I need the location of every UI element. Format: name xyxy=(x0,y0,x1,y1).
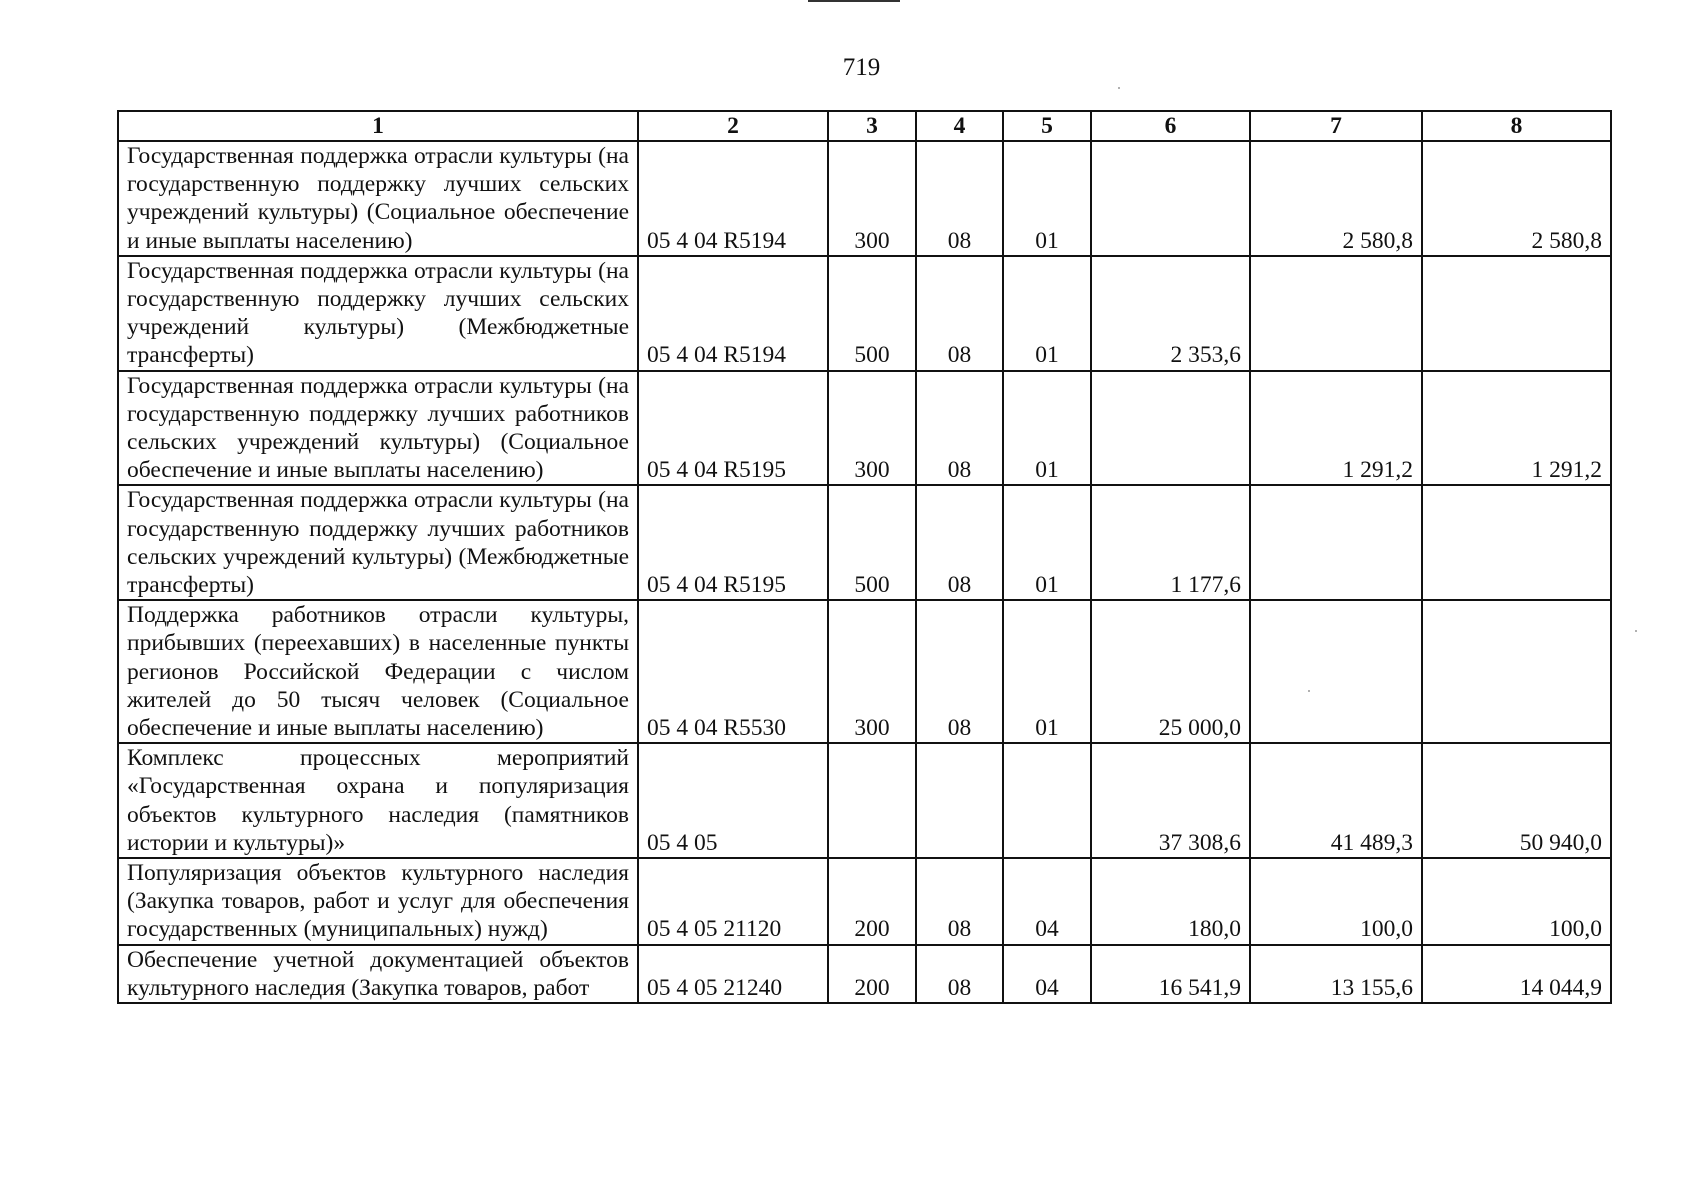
row-col5: 01 xyxy=(1003,600,1091,743)
row-col5: 04 xyxy=(1003,945,1091,1003)
row-col8: 2 580,8 xyxy=(1422,141,1611,256)
table-row xyxy=(118,858,1611,945)
row-code: 05 4 05 21240 xyxy=(638,945,828,1003)
row-col4: 08 xyxy=(916,600,1003,743)
row-col3: 300 xyxy=(828,141,916,256)
row-description: Обеспечение учетной документацией объектов культурного наследия (Закупка товаров, работ xyxy=(118,945,638,1003)
row-code: 05 4 04 R5530 xyxy=(638,600,828,743)
header-cell: 1 xyxy=(118,111,638,141)
row-col6 xyxy=(1091,141,1250,256)
table-row xyxy=(118,485,1611,600)
row-col3: 500 xyxy=(828,256,916,371)
header-cell: 2 xyxy=(638,111,828,141)
row-col6: 1 177,6 xyxy=(1091,485,1250,600)
row-description: Государственная поддержка отрасли культуры (на государственную поддержку лучших работников сельских учреждений культуры) (Межбюджетные трансферты) xyxy=(118,485,638,600)
row-col5: 01 xyxy=(1003,371,1091,486)
row-col7 xyxy=(1250,485,1422,600)
header-cell: 3 xyxy=(828,111,916,141)
row-col5: 04 xyxy=(1003,858,1091,945)
scan-speck xyxy=(1118,87,1120,89)
page-number: 719 xyxy=(842,54,881,81)
row-col5: 01 xyxy=(1003,141,1091,256)
row-code: 05 4 05 21120 xyxy=(638,858,828,945)
row-description: Государственная поддержка отрасли культуры (на государственную поддержку лучших сельских учреждений культуры) (Социальное обеспечение и иные выплаты населению) xyxy=(118,141,638,256)
row-code: 05 4 05 xyxy=(638,743,828,858)
row-code: 05 4 04 R5195 xyxy=(638,371,828,486)
header-cell: 8 xyxy=(1422,111,1611,141)
row-description: Государственная поддержка отрасли культуры (на государственную поддержку лучших сельских учреждений культуры) (Межбюджетные трансферты) xyxy=(118,256,638,371)
row-col4: 08 xyxy=(916,256,1003,371)
row-code: 05 4 04 R5195 xyxy=(638,485,828,600)
row-col6: 180,0 xyxy=(1091,858,1250,945)
row-col7: 100,0 xyxy=(1250,858,1422,945)
row-col6: 25 000,0 xyxy=(1091,600,1250,743)
row-col5: 01 xyxy=(1003,485,1091,600)
row-col3: 200 xyxy=(828,945,916,1003)
row-col6 xyxy=(1091,371,1250,486)
row-col8 xyxy=(1422,600,1611,743)
row-col7: 13 155,6 xyxy=(1250,945,1422,1003)
row-col7: 1 291,2 xyxy=(1250,371,1422,486)
top-edge-mark xyxy=(808,0,900,2)
row-col8 xyxy=(1422,485,1611,600)
row-col8 xyxy=(1422,256,1611,371)
row-col7 xyxy=(1250,256,1422,371)
header-cell: 4 xyxy=(916,111,1003,141)
row-col8: 1 291,2 xyxy=(1422,371,1611,486)
row-col3: 300 xyxy=(828,371,916,486)
row-col4: 08 xyxy=(916,945,1003,1003)
header-cell: 5 xyxy=(1003,111,1091,141)
table-row xyxy=(118,600,1611,743)
table-row xyxy=(118,141,1611,256)
row-col6: 16 541,9 xyxy=(1091,945,1250,1003)
row-description: Комплекс процессных мероприятий «Государственная охрана и популяризация объектов культурного наследия (памятников истории и культуры)» xyxy=(118,743,638,858)
table-row xyxy=(118,743,1611,858)
row-col3: 200 xyxy=(828,858,916,945)
scan-speck xyxy=(1308,690,1310,692)
table-row xyxy=(118,945,1611,1003)
row-col8: 100,0 xyxy=(1422,858,1611,945)
row-code: 05 4 04 R5194 xyxy=(638,256,828,371)
row-description: Поддержка работников отрасли культуры, прибывших (переехавших) в населенные пункты регионов Российской Федерации с числом жителей до 50 тысяч человек (Социальное обеспечение и иные выплаты населению) xyxy=(118,600,638,743)
header-row xyxy=(118,111,1611,141)
row-col8: 14 044,9 xyxy=(1422,945,1611,1003)
row-col5: 01 xyxy=(1003,256,1091,371)
budget-table xyxy=(117,110,1612,1004)
row-col4: 08 xyxy=(916,485,1003,600)
row-col4: 08 xyxy=(916,371,1003,486)
row-col4: 08 xyxy=(916,141,1003,256)
row-col3: 300 xyxy=(828,600,916,743)
row-col7 xyxy=(1250,600,1422,743)
row-col4 xyxy=(916,743,1003,858)
row-col6: 37 308,6 xyxy=(1091,743,1250,858)
row-col5 xyxy=(1003,743,1091,858)
row-col4: 08 xyxy=(916,858,1003,945)
row-col8: 50 940,0 xyxy=(1422,743,1611,858)
row-col3: 500 xyxy=(828,485,916,600)
row-col3 xyxy=(828,743,916,858)
row-col6: 2 353,6 xyxy=(1091,256,1250,371)
header-cell: 7 xyxy=(1250,111,1422,141)
scan-speck xyxy=(1635,630,1637,632)
row-description: Государственная поддержка отрасли культуры (на государственную поддержку лучших работников сельских учреждений культуры) (Социальное обеспечение и иные выплаты населению) xyxy=(118,371,638,486)
header-cell: 6 xyxy=(1091,111,1250,141)
row-code: 05 4 04 R5194 xyxy=(638,141,828,256)
table-row xyxy=(118,371,1611,486)
row-col7: 2 580,8 xyxy=(1250,141,1422,256)
table-row xyxy=(118,256,1611,371)
row-description: Популяризация объектов культурного наследия (Закупка товаров, работ и услуг для обеспечения государственных (муниципальных) нужд) xyxy=(118,858,638,945)
row-col7: 41 489,3 xyxy=(1250,743,1422,858)
